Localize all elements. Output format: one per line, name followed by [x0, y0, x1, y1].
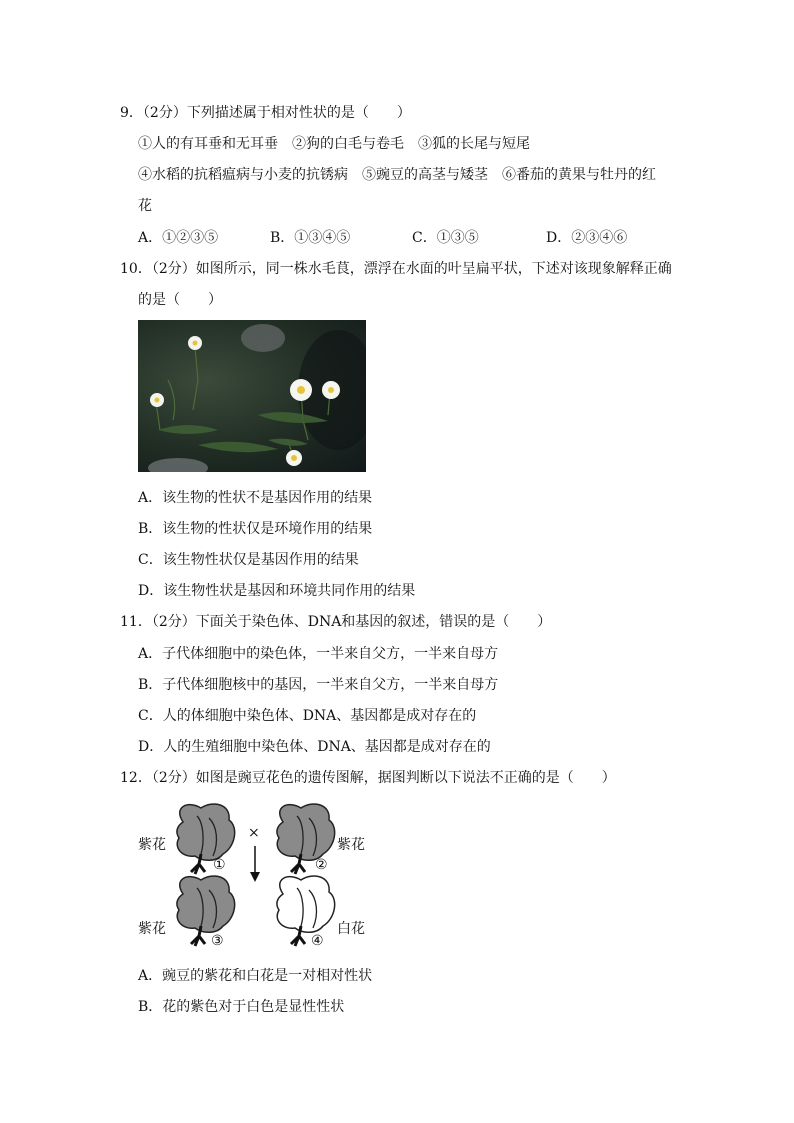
- q9-stem: 9．（2分）下列描述属于相对性状的是（ ）: [120, 105, 411, 121]
- flower-4: [150, 393, 164, 407]
- q12-stem: 12．（2分）如图是豌豆花色的遗传图解，据图判断以下说法不正确的是（ ）: [120, 770, 616, 786]
- q9-option-c: C．①③⑤: [412, 230, 479, 246]
- flower-3-purple: [177, 876, 235, 946]
- q9-option-b: B．①③④⑤: [270, 230, 351, 246]
- water-buttercup-photo: [138, 320, 366, 472]
- num-flower-2: ②: [315, 857, 328, 873]
- q10-stem-line1: 10．（2分）如图所示，同一株水毛茛，漂浮在水面的叶呈扁平状，下述对该现象解释正确: [120, 261, 672, 277]
- pea-flower-inheritance-diagram: [135, 800, 375, 950]
- q11-option-d: D．人的生殖细胞中染色体、DNA、基因都是成对存在的: [138, 739, 491, 755]
- q11-option-c: C．人的体细胞中染色体、DNA、基因都是成对存在的: [138, 708, 477, 724]
- q12-option-b: B．花的紫色对于白色是显性性状: [138, 999, 345, 1015]
- q9-items-line1: ①人的有耳垂和无耳垂 ②狗的白毛与卷毛 ③狐的长尾与短尾: [138, 136, 530, 152]
- q12-option-a: A．豌豆的紫花和白花是一对相对性状: [138, 968, 373, 984]
- water-buttercup-illustration: [138, 320, 366, 472]
- label-flower-1: 紫花: [138, 837, 166, 853]
- label-flower-3: 紫花: [138, 921, 166, 937]
- q11-stem: 11．（2分）下面关于染色体、DNA和基因的叙述，错误的是（ ）: [120, 614, 552, 630]
- flower-3: [322, 381, 340, 399]
- num-flower-3: ③: [211, 933, 224, 949]
- num-flower-4: ④: [311, 933, 324, 949]
- flower-1: [188, 336, 202, 350]
- q9-option-d: D．②③④⑥: [546, 230, 628, 246]
- label-flower-4: 白花: [337, 921, 365, 937]
- q10-option-b: B．该生物的性状仅是环境作用的结果: [138, 521, 373, 537]
- q10-stem-line2: 的是（ ）: [138, 292, 222, 308]
- arrow-down-icon: [250, 846, 260, 882]
- flower-1-purple: [177, 804, 235, 874]
- cross-symbol: ×: [248, 825, 260, 841]
- flower-4-white: [277, 876, 335, 946]
- label-flower-2: 紫花: [337, 837, 365, 853]
- q9-items-line3: 花: [138, 198, 152, 214]
- q11-option-a: A．子代体细胞中的染色体，一半来自父方，一半来自母方: [138, 646, 499, 662]
- flower-5: [286, 450, 302, 466]
- q9-items-line2: ④水稻的抗稻瘟病与小麦的抗锈病 ⑤豌豆的高茎与矮茎 ⑥番茄的黄果与牡丹的红: [138, 167, 656, 183]
- q10-option-d: D．该生物性状是基因和环境共同作用的结果: [138, 583, 416, 599]
- q10-option-c: C．该生物性状仅是基因作用的结果: [138, 552, 359, 568]
- num-flower-1: ①: [213, 857, 226, 873]
- flower-2: [290, 379, 312, 401]
- q11-option-b: B．子代体细胞核中的基因，一半来自父方，一半来自母方: [138, 677, 499, 693]
- q9-option-a: A．①②③⑤: [138, 230, 219, 246]
- q10-option-a: A．该生物的性状不是基因作用的结果: [138, 490, 373, 506]
